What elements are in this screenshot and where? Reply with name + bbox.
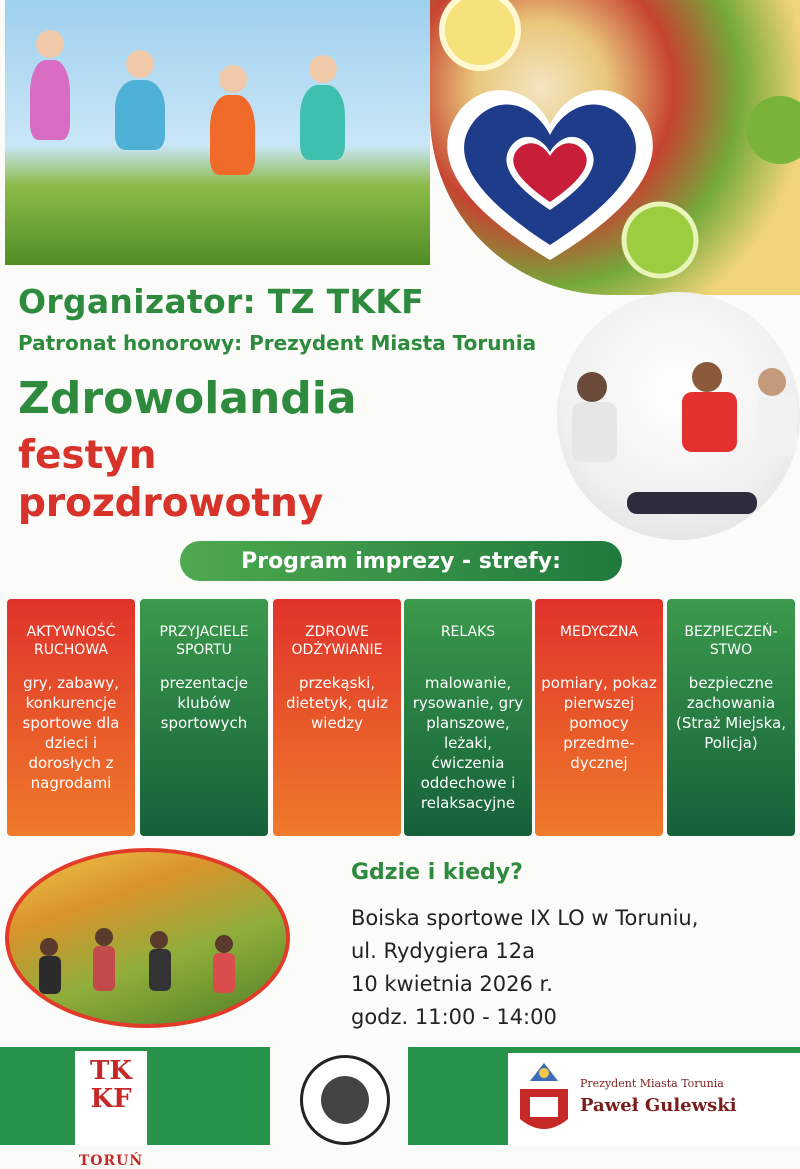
zone-name: AKTYWNOŚĆ RUCHOWA [26,624,116,658]
seal-portrait-icon [321,1076,369,1124]
first-aid-people-icon [557,292,800,540]
patronage-text: Patronat honorowy: Prezydent Miasta Torunia [18,331,537,355]
kid-figure [115,80,165,150]
organizer-heading: Organizator: TZ TKKF [18,282,425,321]
footer-logos [0,1047,800,1169]
kid-figure [30,60,70,140]
address-line: ul. Rydygiera 12a [351,939,535,963]
zone-description: bezpieczne zachowania (Straż Miejska, Policja) [676,674,786,752]
mayor-patronage-logo [508,1053,800,1145]
program-heading: Program imprezy - strefy: [180,541,622,581]
zone-name: BEZPIECZEŃ-STWO [684,624,778,658]
zones-grid [7,599,795,836]
healthy-food-photo [430,0,800,295]
tkkf-torun-logo [75,1051,147,1169]
mayor-title: Prezydent Miasta Torunia [580,1077,724,1090]
zone-activity [7,599,135,836]
zone-description: prezentacje klubów sportowych [160,674,248,732]
tkkf-logo-letters: TK KF [90,1056,132,1114]
yoga-people-icon [9,852,294,1032]
kids-jumping-photo [5,0,430,265]
tkkf-logo-city: TORUŃ [78,1153,144,1169]
zone-description: przekąski, dietetyk, quiz wiedzy [285,674,389,732]
venue-line: Boiska sportowe IX LO w Toruniu, [351,906,699,930]
zone-name: MEDYCZNA [559,624,639,640]
event-title: Zdrowolandia [18,373,357,424]
school-seal-logo [300,1055,390,1145]
mayor-name: Paweł Gulewski [580,1095,737,1116]
kid-figure [300,85,345,160]
zone-relax [404,599,532,836]
yoga-photo [5,848,290,1028]
where-when-heading: Gdzie i kiedy? [351,860,523,885]
zone-name: RELAKS [440,624,496,640]
zone-healthy-food [273,599,401,836]
lemon-icon [435,0,525,70]
zone-medical [535,599,663,836]
zone-description: pomiary, pokaz pierwszej pomocy przedme-dycznej [541,674,657,772]
time-line: godz. 11:00 - 14:00 [351,1005,557,1029]
zone-safety [667,599,795,836]
event-subtitle-line1: festyn [18,433,157,478]
lime-icon [620,200,700,280]
event-subtitle-line2: prozdrowotny [18,481,324,526]
zone-description: malowanie, rysowanie, gry planszowe, leżaki, ćwiczenia oddechowe i relaksacyjne [412,674,524,812]
zone-description: gry, zabawy, konkurencje sportowe dla dzieci i dorosłych z nagrodami [22,674,120,792]
zone-name: PRZYJACIELE SPORTU [159,624,249,658]
zone-name: ZDROWE ODŻYWIANIE [291,624,383,658]
torun-crest-icon [516,1059,572,1139]
kiwi-icon [740,90,800,170]
kid-figure [210,95,255,175]
zone-sport-friends [140,599,268,836]
first-aid-photo [557,292,800,540]
date-line: 10 kwietnia 2026 r. [351,972,553,996]
